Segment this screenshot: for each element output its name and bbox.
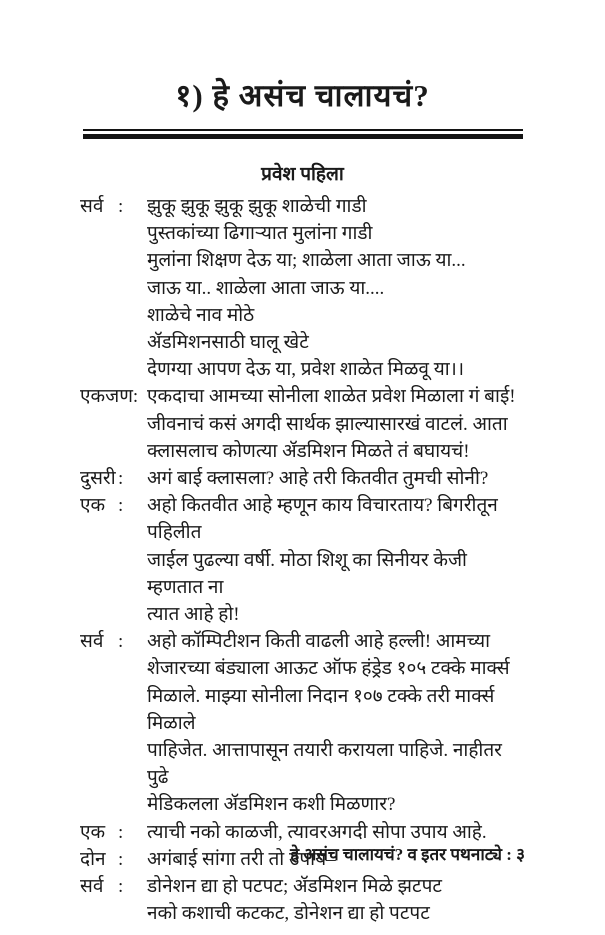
- dialogue-line: शेजारच्या बंड्याला आऊट ऑफ हंड्रेड १०५ टक्के मार्क्स: [147, 658, 510, 680]
- speaker-label: एक: [80, 821, 106, 843]
- dialogue-line: मुलांना शिक्षण देऊ या; शाळेला आता जाऊ या...: [147, 250, 466, 272]
- dialogue-line: शाळेचे नाव मोठे: [147, 304, 255, 326]
- dialogue-entry: [80, 465, 527, 492]
- dialogue-body: [80, 193, 527, 927]
- speaker-label: एकजण:: [80, 386, 139, 408]
- speaker-colon: :: [118, 495, 124, 517]
- dialogue-lines: [147, 465, 527, 492]
- speaker-label: सर्व: [80, 196, 104, 217]
- divider-thin-line: [83, 129, 523, 131]
- dialogue-entry: [80, 383, 527, 465]
- dialogue-line: पुस्तकांच्या ढिगाऱ्यात मुलांना गाडी: [147, 223, 373, 245]
- speaker-colon: :: [118, 468, 124, 490]
- speaker-block: [80, 383, 147, 410]
- speaker-colon: :: [118, 848, 124, 870]
- dialogue-line: अहो कितवीत आहे म्हणून काय विचारताय? बिगरीतून पहिलीत: [147, 495, 498, 544]
- speaker-label: सर्व: [80, 631, 104, 653]
- dialogue-line: त्याची नको काळजी, त्यावरअगदी सोपा उपाय आहे.: [147, 821, 487, 843]
- speaker-colon: :: [118, 821, 124, 843]
- dialogue-line: एकदाचा आमच्या सोनीला शाळेत प्रवेश मिळाला गं बाई!: [147, 386, 516, 408]
- dialogue-line: जीवनाचं कसं अगदी सार्थक झाल्यासारखं वाटलं. आता: [147, 413, 508, 435]
- speaker-block: [80, 819, 147, 846]
- dialogue-lines: [147, 873, 527, 927]
- dialogue-lines: [147, 492, 527, 628]
- speaker-label: दोन: [80, 848, 106, 870]
- speaker-colon: :: [118, 631, 124, 653]
- dialogue-line: नको कशाची कटकट, डोनेशन द्या हो पटपट: [147, 903, 430, 925]
- dialogue-line: त्यात आहे हो!: [147, 604, 240, 626]
- speaker-block: [80, 846, 147, 873]
- dialogue-line: जाईल पुढल्या वर्षी. मोठा शिशू का सिनीयर केजी म्हणतात ना: [147, 549, 467, 598]
- page-title: १) हे असंच चालायचं?: [175, 78, 430, 113]
- page-footer-running-title: हे असंच चालायचं? व इतर पथनाट्ये : ३: [290, 845, 525, 864]
- dialogue-line: पाहिजेत. आत्तापासून तयारी करायला पाहिजे. नाहीतर पुढे: [147, 740, 502, 789]
- dialogue-entry: [80, 628, 527, 818]
- speaker-label: दुसरी: [80, 468, 116, 490]
- dialogue-line: मिळाले. माझ्या सोनीला निदान १०७ टक्के तरी मार्क्स मिळाले: [147, 685, 495, 734]
- dialogue-line: ॲडमिशनसाठी घालू खेटे: [147, 332, 309, 354]
- dialogue-line: क्लासलाच कोणत्या ॲडमिशन मिळते तं बघायचं!: [147, 440, 470, 462]
- dialogue-entry: [80, 492, 527, 628]
- speaker-label: एक: [80, 495, 106, 517]
- speaker-block: [80, 465, 147, 492]
- dialogue-lines: [147, 628, 527, 818]
- dialogue-line: अगंबाई सांगा तरी तो उपाय–: [147, 848, 336, 870]
- speaker-colon: :: [118, 876, 124, 898]
- dialogue-line: मेडिकलला ॲडमिशन कशी मिळणार?: [147, 794, 396, 816]
- title-divider: [83, 129, 523, 139]
- speaker-block: [80, 193, 147, 220]
- dialogue-entry: [80, 873, 527, 927]
- dialogue-line: देणग्या आपण देऊ या, प्रवेश शाळेत मिळवू या।।: [147, 359, 465, 381]
- divider-thick-line: [83, 134, 523, 139]
- dialogue-line: अहो कॉम्पिटीशन किती वाढली आहे हल्ली! आमच्या: [147, 631, 491, 653]
- dialogue-line: झुकू झुकू झुकू झुकू शाळेची गाडी: [147, 196, 367, 217]
- speaker-block: [80, 873, 147, 900]
- dialogue-entry: [80, 193, 527, 383]
- speaker-block: [80, 628, 147, 655]
- dialogue-line: जाऊ या.. शाळेला आता जाऊ या....: [147, 277, 385, 299]
- dialogue-lines: [147, 193, 527, 383]
- speaker-colon: :: [118, 196, 124, 217]
- dialogue-line: अगं बाई क्लासला? आहे तरी कितवीत तुमची सोनी?: [147, 468, 489, 490]
- dialogue-lines: [147, 383, 527, 465]
- scene-heading: प्रवेश पहिला: [261, 164, 344, 185]
- speaker-label: सर्व: [80, 876, 104, 898]
- dialogue-line: डोनेशन द्या हो पटपट; ॲडमिशन मिळे झटपट: [147, 876, 442, 898]
- speaker-block: [80, 492, 147, 519]
